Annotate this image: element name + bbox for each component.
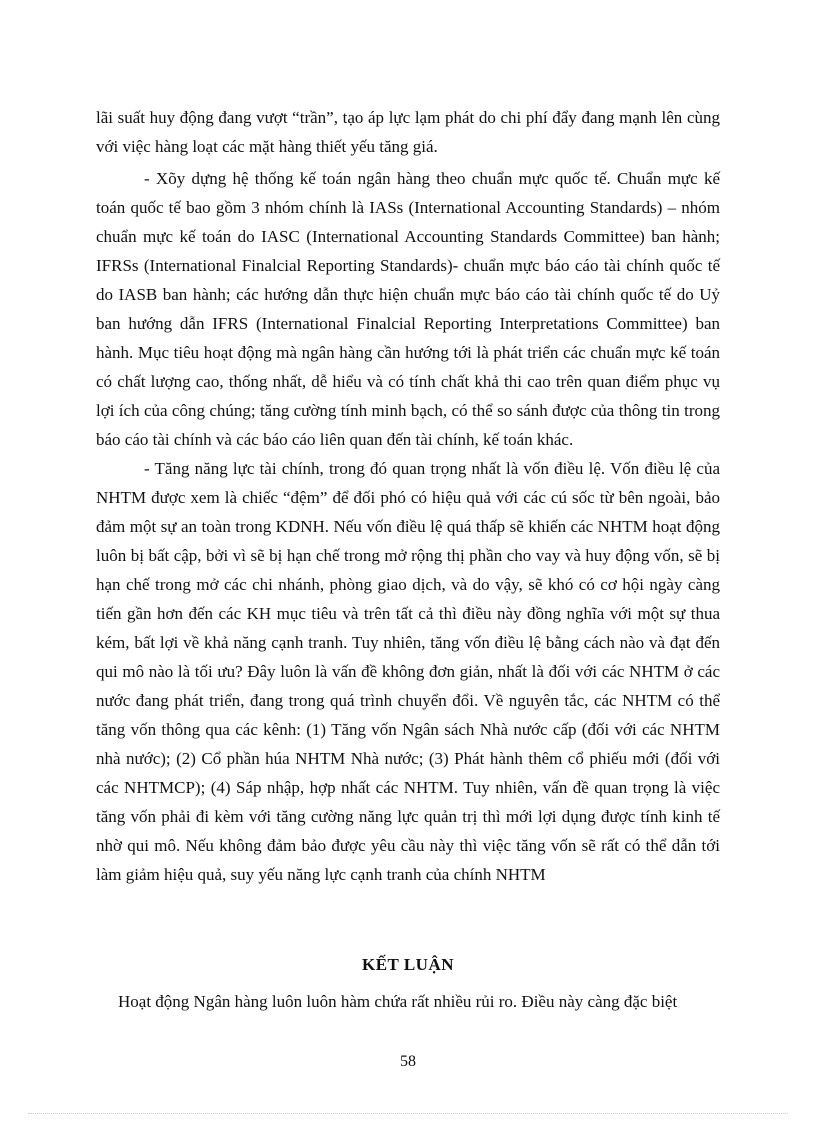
page-number: 58: [400, 1053, 416, 1070]
paragraph-financial-capacity: - Tăng năng lực tài chính, trong đó quan trọng nhất là vốn điều lệ. Vốn điều lệ của NHTM được xem là chiếc “đệm” để đối phó có hiệu quả với các cú sốc từ bên ngoài, bảo đảm một sự an toàn trong KDNH. Nếu vốn điều lệ quá thấp sẽ khiến các NHTM hoạt động luôn bị bất cập, bởi vì sẽ bị hạn chế trong mở rộng thị phần cho vay và huy động vốn, sẽ bị hạn chế trong mở các chi nhánh, phòng giao dịch, và do vậy, sẽ khó có cơ hội ngày càng tiến gần hơn đến các KH mục tiêu và trên tất cả thì điều này đồng nghĩa với một sự thua kém, bất lợi về khả năng cạnh tranh. Tuy nhiên, tăng vốn điều lệ bằng cách nào và đạt đến qui mô nào là tối ưu? Đây luôn là vấn đề không đơn giản, nhất là đối với các NHTM ở các nước đang phát triển, đang trong quá trình chuyển đổi. Về nguyên tắc, các NHTM có thể tăng vốn thông qua các kênh: (1) Tăng vốn Ngân sách Nhà nước cấp (đối với các NHTM nhà nước); (2) Cổ phần húa NHTM Nhà nước; (3) Phát hành thêm cổ phiếu mới (đối với các NHTMCP); (4) Sáp nhập, hợp nhất các NHTM. Tuy nhiên, vấn đề quan trọng là việc tăng vốn phải đi kèm với tăng cường năng lực quản trị thì mới lợi dụng được tính kinh tế nhờ qui mô. Nếu không đảm bảo được yêu cầu này thì việc tăng vốn sẽ rất có thể dẫn tới làm giảm hiệu quả, suy yếu năng lực cạnh tranh của chính NHTM: [96, 459, 720, 884]
page-bottom-divider: [28, 1113, 788, 1114]
conclusion-first-line: Hoạt động Ngân hàng luôn luôn hàm chứa rất nhiều rủi ro. Điều này càng đặc biệt: [118, 992, 678, 1011]
paragraph-interest-rate: lãi suất huy động đang vượt “trần”, tạo áp lực lạm phát do chi phí đẩy đang mạnh lên cùng với việc hàng loạt các mặt hàng thiết yếu tăng giá.: [96, 108, 720, 156]
paragraph-accounting-standards: - Xõy dựng hệ thống kế toán ngân hàng theo chuẩn mực quốc tế. Chuẩn mực kế toán quốc tế bao gồm 3 nhóm chính là IASs (International Accounting Standards) – nhóm chuẩn mực kế toán do IASC (International Accounting Standards Committee) ban hành; IFRSs (International Finalcial Reporting Standards)- chuẩn mực báo cáo tài chính quốc tế do IASB ban hành; các hướng dẫn thực hiện chuẩn mực báo cáo tài chính quốc tế do Uỷ ban hướng dẫn IFRS (International Finalcial Reporting Interpretations Committee) ban hành. Mục tiêu hoạt động mà ngân hàng cần hướng tới là phát triển các chuẩn mực kế toán có chất lượng cao, thống nhất, dễ hiểu và có tính chất khả thi cao trên quan điểm phục vụ lợi ích của công chúng; tăng cường tính minh bạch, có thể so sánh được của thông tin trong báo cáo tài chính và các báo cáo liên quan đến tài chính, kế toán khác.: [96, 169, 720, 449]
section-heading-conclusion: KẾT LUẬN: [361, 955, 454, 974]
